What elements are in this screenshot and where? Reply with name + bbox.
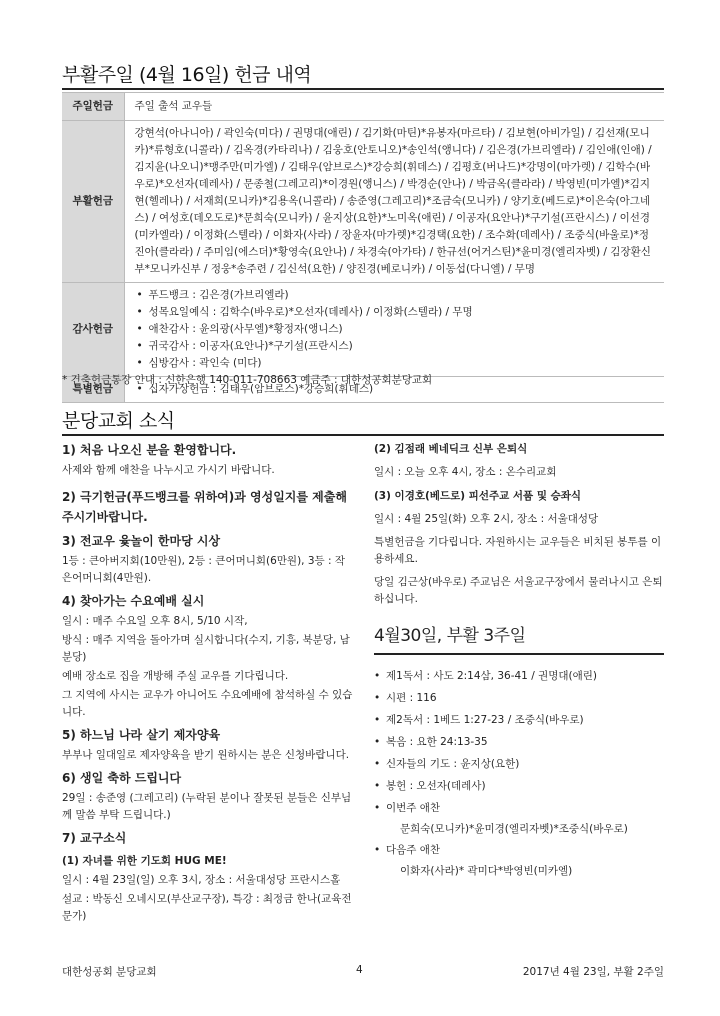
news-5-text: 부부나 일대일로 제자양육을 받기 원하시는 분은 신청바랍니다. — [62, 749, 350, 761]
news-title-rule — [62, 434, 664, 436]
news-7-1-title: (1) 자녀를 위한 기도회 HUG ME! — [62, 855, 227, 867]
news-4-text-3: 예배 장소로 집을 개방해 주실 교우를 기다립니다. — [62, 670, 289, 682]
news-1-title: 1) 처음 나오신 분을 환영합니다. — [62, 443, 237, 457]
news-7-3-text-1: 일시 : 4월 25일(화) 오후 2시, 장소 : 서울대성당 — [374, 513, 599, 525]
list-item: • 애찬감사 : 윤의광(사무엘)*황정자(앵니스) — [135, 321, 655, 338]
list-item: • 복음 : 요한 24:13-35 — [374, 731, 664, 753]
worship-title: 4월30일, 부활 3주일 — [374, 626, 526, 646]
offering-table — [62, 92, 664, 403]
worship-title-rule — [374, 653, 664, 655]
worship-next-list — [374, 839, 664, 861]
news-4-title: 4) 찾아가는 수요예배 실시 — [62, 594, 205, 608]
list-item: • 다음주 애찬 — [374, 839, 664, 861]
worship-list — [374, 665, 664, 819]
news-4-text-1: 일시 : 매주 수요일 오후 8시, 5/10 시작, — [62, 615, 248, 627]
news-7-3-text-2: 특별헌금을 기다립니다. 자원하시는 교우들은 비치된 봉투를 이용하세요. — [374, 536, 662, 565]
news-6-text: 29일 : 송준영 (그레고리) (누락된 분이나 잘못된 분들은 신부님께 말씀 부탁 드립니다.) — [62, 792, 352, 821]
footer-date: 2017년 4월 23일, 부활 2주일 — [522, 966, 664, 978]
this-week-agape-names: 문희숙(모니카)*윤미경(엘리자벳)*조중식(바우로) — [400, 823, 628, 835]
list-item: • 신자들의 기도 : 윤지상(요한) — [374, 753, 664, 775]
offering-text-sunday: 주일 출석 교우들 — [124, 93, 664, 121]
offering-text-easter: 강현석(아나니아) / 곽인숙(미다) / 권명대(애린) / 김기화(마틴)*유봉자(마르타) / 김보현(아비가일) / 김선재(모니카)*류형호(니콜라) / 김옥경(카타리나) / 김웅호(안토니오)*송인석(앵니다) / 김은경(가브리엘라) / 김인애(인애) / 김지윤(나오니)*맹주만(미가엘) / 김태우(암브로스)*강승희(휘데스) / 김평호(버나드)*강명이(마가렛) / 김학수(바우로)*오선자(데레사) / 문종철(그레고리)*이경원(앵니스) / 박경순(안나) / 박금옥(클라라) / 박영빈(미가엘)*김지현(헬레나) / 서재희(모니카)*김용옥(니콜라) / 송준영(그레고리)*조금숙(모니카) / 양기호(베드로)*이은숙(아그네스) / 여성호(데오도로)*문희숙(모니카) / 윤지상(요한)*노미옥(애린) / 이공자(요안나)*구기설(프란시스) / 이선경(미카엘라) / 이정화(스텔라) / 이화자(사라) / 장윤자(마가렛)*김경택(요한) / 조수화(데레사) / 조중식(바울로)*정진아(클라라) / 주미임(에스더)*황영숙(요안나) / 차경숙(아가타) / 한규선(어거스틴)*윤미경(엘리자벳) / 김장환신부*모니카신부 / 정웅*송주련 / 김신석(요한) / 양진경(베로니카) / 이동섭(다니엘) / 무명 — [124, 121, 664, 283]
offering-label-sunday: 주일헌금 — [62, 93, 124, 121]
news-title: 분당교회 소식 — [62, 410, 175, 432]
list-item: • 제2독서 : 1베드 1:27-23 / 조중식(바우로) — [374, 709, 664, 731]
news-right-column — [374, 440, 664, 881]
news-2-title: 2) 극기헌금(푸드뱅크를 위하여)과 영성일지를 제출해 주시기바랍니다. — [62, 490, 347, 524]
list-item: • 제1독서 : 사도 2:14삼, 36-41 / 권명대(애린) — [374, 665, 664, 687]
news-7-2-text: 일시 : 오늘 오후 4시, 장소 : 온수리교회 — [374, 466, 557, 478]
footer-page-number: 4 — [356, 964, 363, 976]
offering-row-thanks — [62, 283, 664, 377]
building-fund-note: * 건축헌금통장 안내 : 신한은행 140-011-708663 예금주 : 대한성공회분당교회 — [62, 374, 433, 386]
news-7-3-text-3: 당일 김근상(바우로) 주교님은 서울교구장에서 물러나시고 은퇴하십니다. — [374, 576, 663, 605]
list-item: • 심방감사 : 곽인숙 (미다) — [135, 355, 655, 372]
list-item: • 성목요일예식 : 김학수(바우로)*오선자(데레사) / 이정화(스텔라) / 무명 — [135, 304, 655, 321]
news-5-title: 5) 하느님 나라 살기 제자양육 — [62, 728, 221, 742]
news-1-text: 사제와 함께 애찬을 나누시고 가시기 바랍니다. — [62, 464, 275, 476]
list-item: • 시편 : 116 — [374, 687, 664, 709]
news-7-1-text-2: 설교 : 박동신 오네시모(부산교구장), 특강 : 최정금 한나(교육전문가) — [62, 893, 352, 922]
news-7-title: 7) 교구소식 — [62, 831, 127, 845]
news-4-text-2: 방식 : 매주 지역을 돌아가며 실시합니다(수지, 기흥, 북분당, 남분당) — [62, 634, 350, 663]
news-3-text: 1등 : 큰아버지회(10만원), 2등 : 큰어머니회(6만원), 3등 : 작은어머니회(4만원). — [62, 555, 346, 584]
list-item: • 이번주 애찬 — [374, 797, 664, 819]
list-item: • 귀국감사 : 이공자(요안나)*구기설(프란시스) — [135, 338, 655, 355]
list-item: • 푸드뱅크 : 김은경(가브리엘라) — [135, 287, 655, 304]
next-week-agape-names: 이화자(사라)* 곽미다*박영빈(미카엘) — [400, 865, 573, 877]
offering-label-special: 특별헌금 — [62, 377, 124, 403]
offering-row-sunday — [62, 93, 664, 121]
news-4-text-4: 그 지역에 사시는 교우가 아니어도 수요예배에 참석하실 수 있습니다. — [62, 689, 353, 718]
offering-label-thanks: 감사헌금 — [62, 283, 124, 377]
offering-row-easter — [62, 121, 664, 283]
offering-title-rule — [62, 88, 664, 90]
footer-church-name: 대한성공회 분당교회 — [62, 966, 157, 978]
list-item: • 봉헌 : 오선자(데레사) — [374, 775, 664, 797]
offering-thanks-list — [135, 287, 655, 372]
offering-label-easter: 부활헌금 — [62, 121, 124, 283]
news-left-column — [62, 440, 354, 925]
news-7-3-title: (3) 이경호(베드로) 피선주교 서품 및 승좌식 — [374, 490, 582, 502]
offering-title: 부활주일 (4월 16일) 헌금 내역 — [62, 64, 312, 86]
news-7-1-text-1: 일시 : 4월 23일(일) 오후 3시, 장소 : 서울대성당 프란시스홀 — [62, 874, 341, 886]
list-item: • 십자가상헌금 : 김태우(암브로스)*강승희(휘데스) — [135, 381, 655, 398]
news-7-2-title: (2) 김점래 베네딕크 신부 은퇴식 — [374, 443, 528, 455]
news-3-title: 3) 전교우 윷놀이 한마당 시상 — [62, 534, 221, 548]
news-6-title: 6) 생일 축하 드립니다 — [62, 771, 182, 785]
